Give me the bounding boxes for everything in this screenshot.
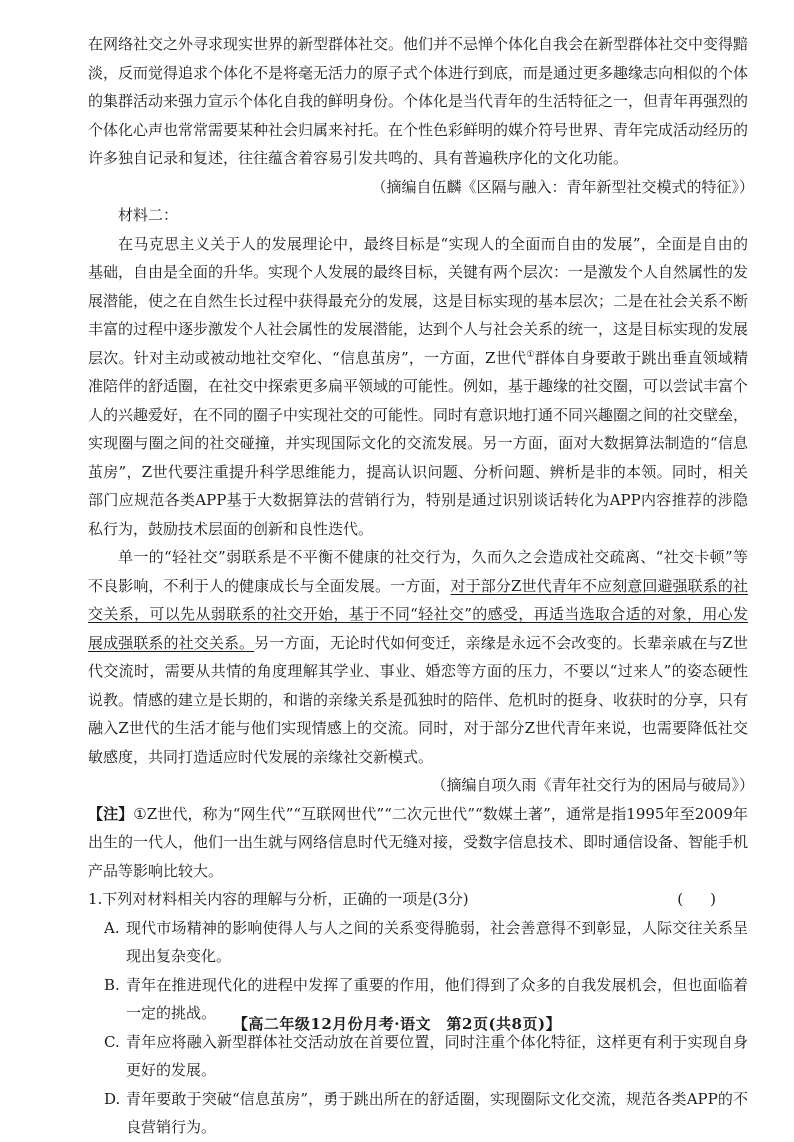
material-2-source: （摘编自项久雨《青年社交行为的困局与破局》） <box>431 776 754 794</box>
material-2-p1-text-a: 在马克思主义关于人的发展理论中，最终目标是“实现人的全面而自由的发展”，全面是自由的基础，自由是全面的升华。实现个人发展的最终目标，关键有两个层次：一是激发个人自然属性的发展潜能，使之在自然生长过程中获得最充分的发展，这是目标实现的基本层次；二是在社会关系不断丰富的过程中逐步激发个人社会属性的发展潜能，达到个人与社会关系的统一，这是目标实现的发展层次。针对主动或被动地社交窄化、“信息茧房”，一方面，Z世代 <box>88 234 749 367</box>
footnote <box>88 800 748 886</box>
question-stem-row <box>88 885 748 914</box>
footnote-marker: ① <box>526 349 535 360</box>
intro-paragraph: 在网络社交之外寻求现实世界的新型群体社交。他们并不忌惮个体化自我会在新型群体社交中变得黯淡，反而觉得追求个体化不是将毫无活力的原子式个体进行到底，而是通过更多趣缘志向相似的个体的集群活动来强力宣示个体化自我的鲜明身份。个体化是当代青年的生活特征之一，但青年再强烈的个体化心声也常常需要某种社会归属来衬托。在个性色彩鲜明的媒介符号世界、青年完成活动经历的许多独自记录和复述，往往蕴含着容易引发共鸣的、具有普遍秩序化的文化功能。 <box>88 35 749 167</box>
material-2-paragraph-1 <box>88 230 748 544</box>
footnote-text: ①Z世代，称为“网生代”“互联网世代”“二次元世代”“数媒土著”，通常是指1995年至2009年出生的一代人，他们一出生就与网络信息时代无缝对接，受数字信息技术、即时通信设备、智能手机产品等影响比较大。 <box>88 804 749 880</box>
option-a <box>88 914 748 971</box>
option-c-letter: C. <box>104 1032 120 1051</box>
option-d-letter: D. <box>104 1089 121 1108</box>
page-footer: 【高二年级12月份月考·语文 第2页(共8页)】 <box>232 1015 562 1033</box>
option-a-letter: A. <box>104 918 120 937</box>
option-b-text: 青年在推进现代化的进程中发挥了重要的作用，他们得到了众多的自我发展机会，但也面临着一定的挑战。 <box>126 975 748 1022</box>
answer-bracket: ( ) <box>677 890 722 908</box>
option-d-text: 青年要敢于突破“信息茧房”，勇于跳出所在的舒适圈，实现圈际文化交流，规范各类APP的不良营销行为。 <box>126 1089 748 1136</box>
material-2-paragraph-2 <box>88 543 748 771</box>
option-d <box>88 1085 748 1142</box>
footnote-tag: 【注】 <box>88 804 134 823</box>
material-2-p1-text-b: 群体自身要敢于跳出垂直领域精准陪伴的舒适圈，在社交中探索更多扁平领域的可能性。例如，基于趣缘的社交圈，可以尝试丰富个人的兴趣爱好，在不同的圈子中实现社交的可能性。同时有意识地打通不同兴趣圈之间的社交壁垒，实现圈与圈之间的社交碰撞，并实现国际文化的交流发展。另一方面，面对大数据算法制造的“信息茧房”，Z世代要注重提升科学思维能力，提高认识问题、分析问题、辨析是非的本领。同时，相关部门应规范各类APP基于大数据算法的营销行为，特别是通过识别谈话转化为APP内容推荐的涉隐私行为，鼓励技术层面的创新和良性迭代。 <box>88 348 749 538</box>
underlined-sentence: 对于部分Z世代青年不应刻意回避强联系的社交关系，可以先从弱联系的社交开始，基于不同“轻社交”的感受，再适当选取合适的对象，用心发展成强联系的社交关系。 <box>88 576 748 652</box>
option-c-text: 青年应将融入新型群体社交活动放在首要位置，同时注重个体化特征，这样更有利于实现自身更好的发展。 <box>126 1032 748 1079</box>
option-b-letter: B. <box>104 975 120 994</box>
material-2-label: 材料二： <box>118 206 179 224</box>
material-2-p2-text-a: 单一的“轻社交”弱联系是不平衡不健康的社交行为，久而久之会造成社交疏离、“社交卡顿”等不良影响，不利于人的健康成长与全面发展。一方面， <box>88 548 748 595</box>
material-2-p2-text-b: 另一方面，无论时代如何变迁，亲缘是永远不会改变的。长辈亲戚在与Z世代交流时，需要从共情的角度理解其学业、事业、婚恋等方面的压力，不要以“过来人”的姿态硬性说教。情感的建立是长期的，和谐的亲缘关系是孤独时的陪伴、危机时的挺身、收获时的分享，只有融入Z世代的生活才能与他们实现情感上的交流。同时，对于部分Z世代青年来说，也需要降低社交敏感度，共同打造适应时代发展的亲缘社交新模式。 <box>88 633 749 766</box>
option-a-text: 现代市场精神的影响使得人与人之间的关系变得脆弱，社会善意得不到彰显，人际交往关系呈现出复杂变化。 <box>126 918 748 965</box>
question-stem: 1.下列对材料相关内容的理解与分析，正确的一项是(3分) <box>88 890 469 908</box>
intro-source: （摘编自伍麟《区隔与融入：青年新型社交模式的特征》） <box>371 177 754 196</box>
